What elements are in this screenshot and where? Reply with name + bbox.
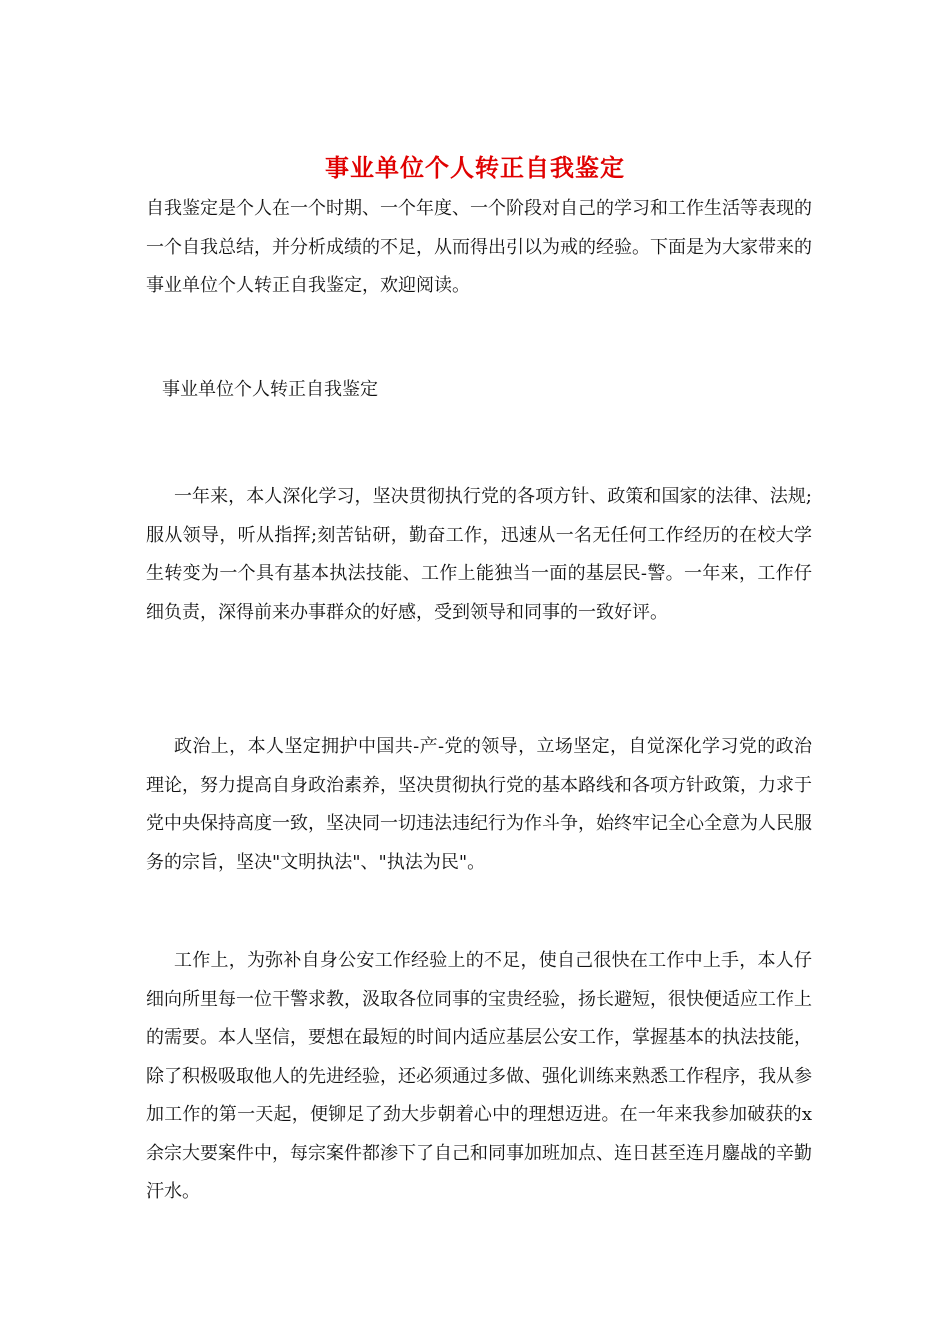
body-paragraph-2: 政治上，本人坚定拥护中国共-产-党的领导，立场坚定，自觉深化学习党的政治理论，努力提高自身政治素养，坚决贯彻执行党的基本路线和各项方针政策，力求于党中央保持高度一致，坚决同一切违法违纪行为作斗争，始终牢记全心全意为人民服务的宗旨，坚决"文明执法"、"执法为民"。 [146, 736, 812, 873]
body-paragraph-3: 工作上，为弥补自身公安工作经验上的不足，使自己很快在工作中上手，本人仔细向所里每一位干警求教，汲取各位同事的宝贵经验，扬长避短，很快便适应工作上的需要。本人坚信，要想在最短的时间内适应基层公安工作，掌握基本的执法技能，除了积极吸取他人的先进经验，还必须通过多做、强化训练来熟悉工作程序，我从参加工作的第一天起，便铆足了劲大步朝着心中的理想迈进。在一年来我参加破获的x余宗大要案件中，每宗案件都渗下了自己和同事加班加点、连日甚至连月鏖战的辛勤汗水。 [146, 950, 812, 1202]
document-title: 事业单位个人转正自我鉴定 [325, 153, 625, 182]
body-paragraph-1: 一年来，本人深化学习，坚决贯彻执行党的各项方针、政策和国家的法律、法规;服从领导，听从指挥;刻苦钻研，勤奋工作，迅速从一名无任何工作经历的在校大学生转变为一个具有基本执法技能、工作上能独当一面的基层民-警。一年来，工作仔细负责，深得前来办事群众的好感，受到领导和同事的一致好评。 [146, 486, 812, 623]
intro-paragraph: 自我鉴定是个人在一个时期、一个年度、一个阶段对自己的学习和工作生活等表现的一个自我总结，并分析成绩的不足，从而得出引以为戒的经验。下面是为大家带来的事业单位个人转正自我鉴定，欢迎阅读。 [146, 198, 812, 296]
section-heading: 事业单位个人转正自我鉴定 [162, 379, 378, 400]
